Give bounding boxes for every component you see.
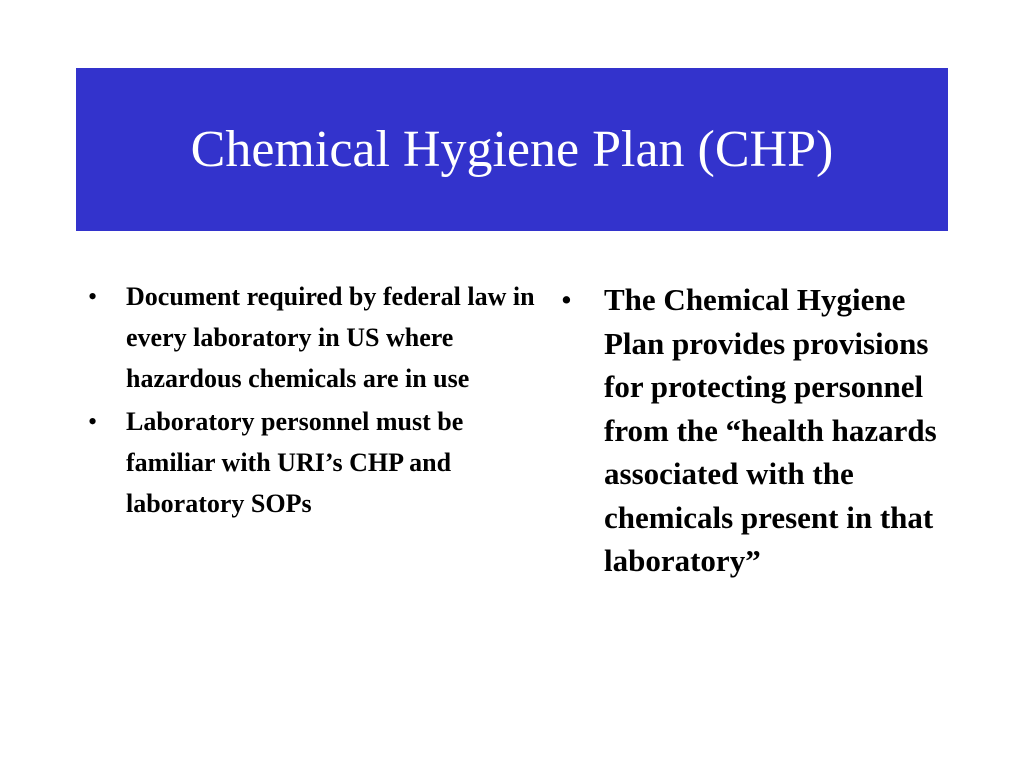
right-bullet-list <box>561 278 961 583</box>
bullet-icon: • <box>88 282 98 311</box>
title-bar <box>76 68 948 231</box>
left-bullet-item-1 <box>88 276 543 399</box>
bullet-icon: • <box>561 282 572 317</box>
right-bullet-item-1 <box>561 278 961 583</box>
left-bullet-text-2: Laboratory personnel must be familiar with URI’s CHP and laboratory SOPs <box>126 407 464 518</box>
left-bullet-text-1: Document required by federal law in every laboratory in US where hazardous chemicals are in use <box>126 282 535 393</box>
slide-title: Chemical Hygiene Plan (CHP) <box>190 120 834 178</box>
left-bullet-item-2 <box>88 401 543 524</box>
right-bullet-text-1: The Chemical Hygiene Plan provides provisions for protecting personnel from the “health hazards associated with the chemicals present in that laboratory” <box>604 282 937 578</box>
bullet-icon: • <box>88 407 98 436</box>
left-bullet-list <box>88 276 543 526</box>
